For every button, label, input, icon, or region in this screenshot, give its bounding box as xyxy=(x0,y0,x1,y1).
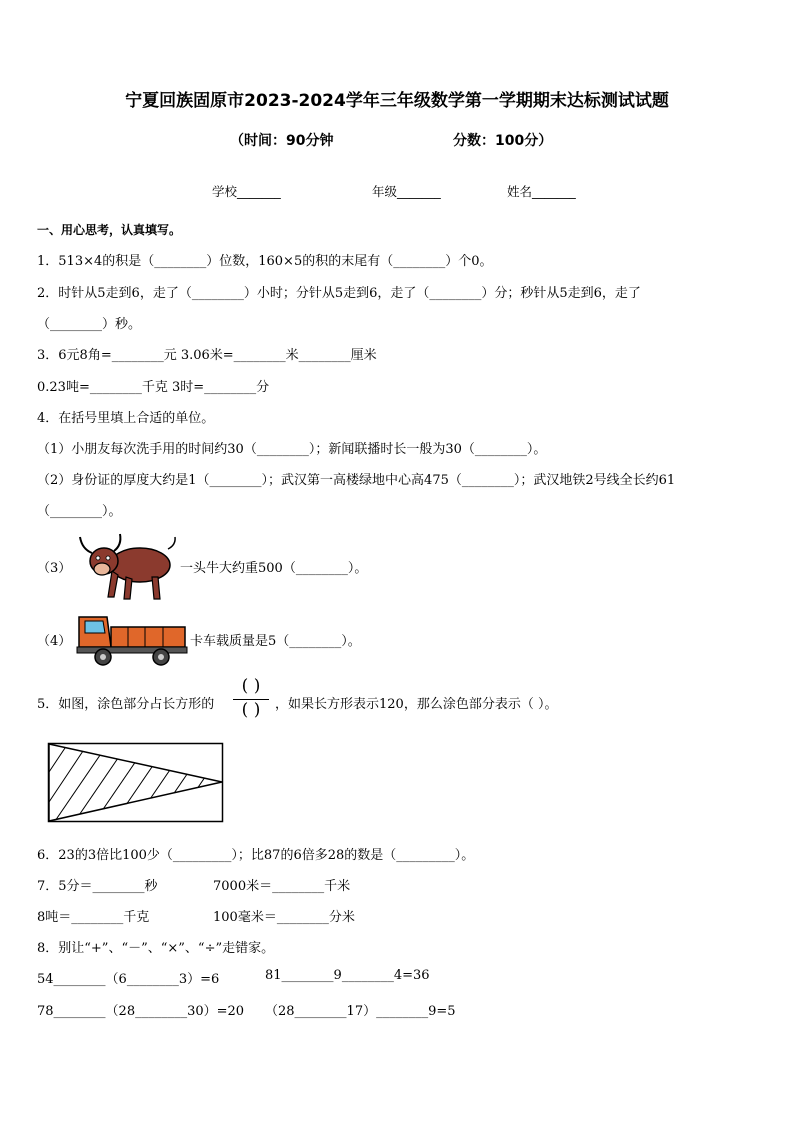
fraction-blank xyxy=(229,676,273,722)
school-field: 学校_______ xyxy=(212,184,281,199)
question-4-3-label: （3） xyxy=(37,561,72,576)
question-4-1: （1）小朋友每次洗手用的时间约30（________）；新闻联播时长一般为30（________）。 xyxy=(37,442,547,457)
truck-illustration xyxy=(73,609,189,669)
question-2-line1: 2．时针从5走到6，走了（________）小时；分针从5走到6，走了（________）分；秒针从5走到6，走了 xyxy=(37,286,641,301)
ox-illustration xyxy=(76,531,180,605)
question-4-4-text: 卡车载质量是5（________）。 xyxy=(190,634,361,649)
question-4-3-text: 一头牛大约重500（________）。 xyxy=(180,561,368,576)
question-7-d: 100毫米＝________分米 xyxy=(213,910,355,925)
question-6: 6．23的3倍比100少（_________）；比87的6倍多28的数是（_________）。 xyxy=(37,848,475,863)
question-4-2-line1: （2）身份证的厚度大约是1（________）；武汉第一高楼绿地中心高475（________）；武汉地铁2号线全长约61 xyxy=(37,473,676,488)
exam-time: （时间：90分钟 xyxy=(230,133,334,149)
question-7-c: 8吨＝________千克 xyxy=(37,910,150,925)
section-heading: 一、用心思考，认真填写。 xyxy=(37,223,182,237)
question-4-2-line2: （________）。 xyxy=(37,504,122,519)
fraction-denominator: ( ) xyxy=(241,700,261,720)
page-title: 宁夏回族固原市2023-2024学年三年级数学第一学期期末达标测试试题 xyxy=(125,91,669,111)
question-4-heading: 4．在括号里填上合适的单位。 xyxy=(37,411,215,426)
question-3-line2: 0.23吨=________千克 3时=________分 xyxy=(37,380,270,395)
question-4-4-label: （4） xyxy=(37,634,72,649)
question-8-a: 54________（6________3）=6 xyxy=(37,972,220,987)
question-8-heading: 8．别让“+”、“－”、“×”、“÷”走错家。 xyxy=(37,941,275,956)
question-3-line1: 3．6元8角=________元 3.06米=________米________厘米 xyxy=(37,348,377,363)
question-8-d: （28________17）________9=5 xyxy=(265,1004,456,1019)
question-1: 1．513×4的积是（________）位数，160×5的积的末尾有（________）个0。 xyxy=(37,254,493,269)
question-5-pre: 5．如图，涂色部分占长方形的 xyxy=(37,697,215,712)
exam-score: 分数：100分） xyxy=(453,133,553,149)
grade-field: 年级_______ xyxy=(372,184,441,199)
question-7-a: 7．5分＝________秒 xyxy=(37,879,158,894)
question-7-b: 7000米＝________千米 xyxy=(213,879,351,894)
fraction-numerator: ( ) xyxy=(241,676,261,696)
question-2-line2: （________）秒。 xyxy=(37,317,142,332)
name-field: 姓名_______ xyxy=(507,184,576,199)
question-8-b: 81________9________4=36 xyxy=(265,968,430,983)
question-8-c: 78________（28________30）=20 xyxy=(37,1004,245,1019)
hatched-triangle-rectangle xyxy=(47,742,225,824)
question-5-post: ，如果长方形表示120，那么涂色部分表示（ ）。 xyxy=(275,697,558,712)
